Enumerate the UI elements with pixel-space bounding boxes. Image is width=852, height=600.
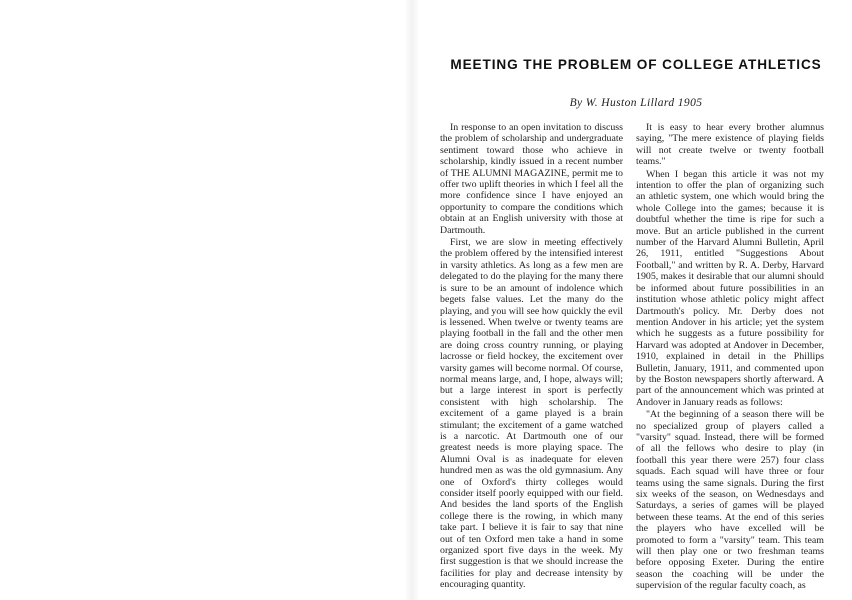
left-column: [440, 122, 623, 591]
paragraph: In response to an open invitation to discuss the problem of scholarship and undergraduate sentiment toward those who achieve in scholarship, kindly issued in a recent number of THE ALUMNI MAGAZINE, permit me to offer two uplift theories in which I feel all the more confidence since I have enjoyed an opportunity to compare the conditions which obtain at an English university with those at Dartmouth.: [440, 122, 623, 236]
paragraph: "At the beginning of a season there will be no specialized group of players called a "varsity" squad. Instead, there will be formed of all the fellows who desire to play (in football this year there were 257) four class squads. Each squad will have three or four teams using the same signals. During the first six weeks of the season, on Wednesdays and Saturdays, a series of games will be played between these teams. At the end of this series the players who have excelled will be promoted to form a "varsity" team. This team will then play one or two freshman teams before opposing Exeter. During the entire season the coaching will be under the supervision of the regular faculty coach, as: [636, 409, 824, 592]
right-column: [636, 122, 824, 592]
paragraph: When I began this article it was not my intention to offer the plan of organizing such an athletic system, one which would bring the whole College into the games; because it is doubtful whether the time is ripe for such a move. But an article published in the current number of the Harvard Alumni Bulletin, April 26, 1911, entitled "Suggestions About Football," and written by R. A. Derby, Harvard 1905, makes it desirable that our alumni should be informed about future possibilities in an institution whose athletic policy might affect Dartmouth's policy. Mr. Derby does not mention Andover in his article; yet the system which he suggests as a future possibility for Harvard was adopted at Andover in December, 1910, explained in detail in the Phillips Bulletin, January, 1911, and commented upon by the Boston newspapers shortly afterward. A part of the announcement which was printed at Andover in January reads as follows:: [636, 168, 824, 408]
binding-gutter: [405, 0, 419, 600]
paragraph: First, we are slow in meeting effectively the problem offered by the intensified interest in varsity athletics. As long as a few men are delegated to do the playing for the many there is sure to be an amount of indolence which begets false values. Let the many do the playing, and you will see how quickly the evil is lessened. When twelve or twenty teams are playing football in the fall and the other men are doing cross country running, or playing lacrosse or field hockey, the excitement over varsity games will become normal. Of course, normal means large, and, I hope, always will; but a large interest in sport is perfectly consistent with high scholarship. The excitement of a game played is a brain stimulant; the excitement of a game watched is a narcotic. At Dartmouth one of our greatest needs is more playing space. The Alumni Oval is as inadequate for eleven hundred men as was the old gymnasium. Any one of Oxford's thirty colleges would consider itself poorly equipped with our field. And besides the land sports of the English college there is the rowing, in which many take part. I believe it is fair to say that nine out of ten Oxford men take a hand in some organized sport five days in the week. My first suggestion is that we should increase the facilities for play and decrease intensity by encouraging quantity.: [440, 237, 623, 591]
article-byline: By W. Huston Lillard 1905: [569, 97, 703, 109]
paragraph: It is easy to hear every brother alumnus saying, "The mere existence of playing fields will not create twelve or twenty football teams.": [636, 122, 824, 168]
article-title: MEETING THE PROBLEM OF COLLEGE ATHLETICS: [450, 57, 822, 72]
